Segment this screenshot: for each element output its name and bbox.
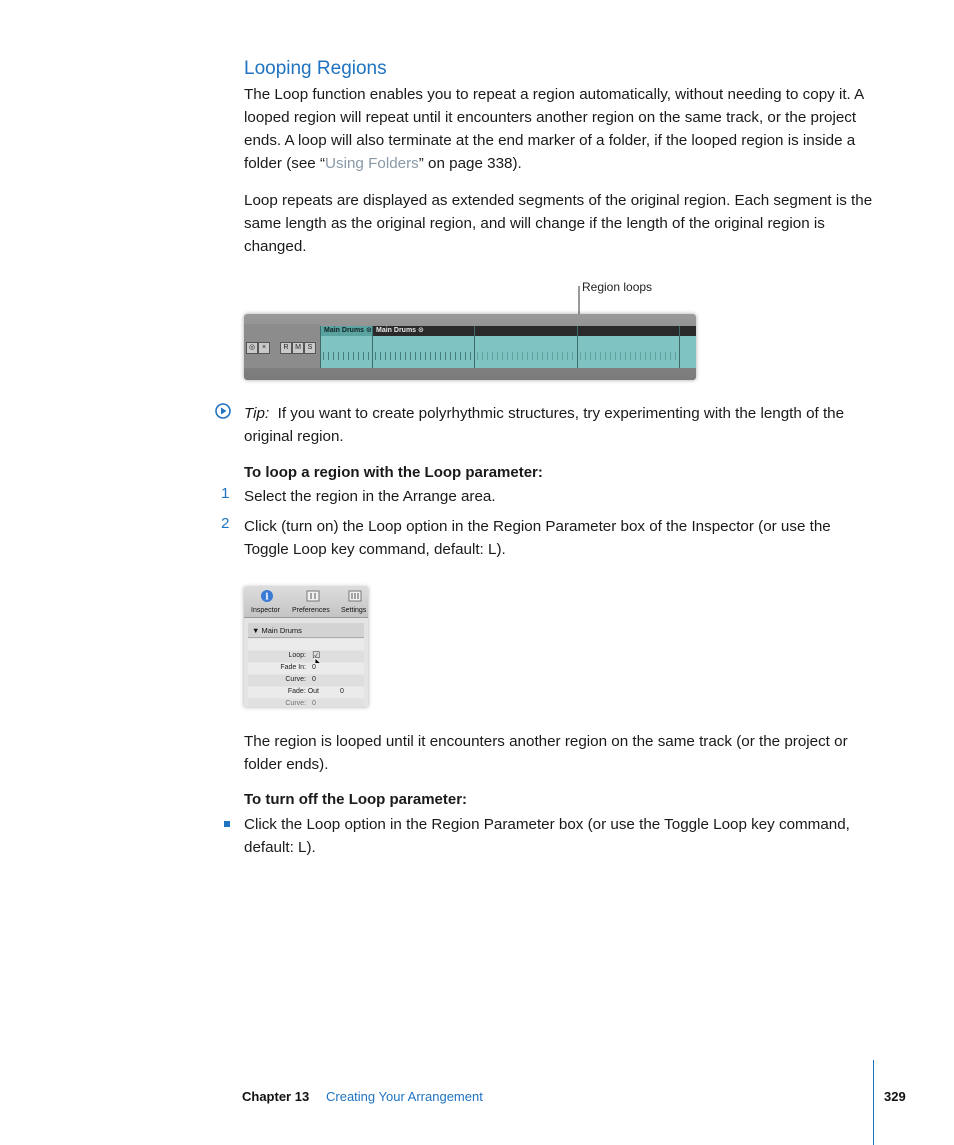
track-mute-button[interactable]: M (292, 342, 304, 354)
tip-arrow-icon (215, 403, 231, 419)
result-paragraph: The region is looped until it encounters another region on the same track (or the project or folder ends). (244, 733, 848, 773)
step-text: Click (turn on) the Loop option in the Region Parameter box of the Inspector (or use the Toggle Loop key command, default: L). (244, 518, 831, 558)
page-number: 329 (884, 1089, 906, 1104)
tab-preferences[interactable]: Preferences (292, 607, 330, 614)
loop-segment-name: Main Drums ⊙ (373, 326, 475, 336)
track-header (244, 324, 320, 368)
param-row-loop: Loop: ☑ (248, 651, 364, 662)
intro-text-before: The Loop function enables you to repeat a region automatically, without needing to copy it. A looped region will repeat until it encounters another region on the same track, or the project ends. A loop will also terminate at the end marker of a folder, if the looped region is inside a folder (see “ (244, 86, 864, 172)
region-loop-segment[interactable] (679, 326, 696, 368)
track-icon-button[interactable]: ◎ (246, 342, 258, 354)
track-freeze-button[interactable]: × (258, 342, 270, 354)
tab-inspector[interactable]: Inspector (251, 607, 280, 614)
loop-repeats-paragraph: Loop repeats are displayed as extended segments of the original region. Each segment is the same length as the original region, and will change if the length of the original region is changed. (244, 192, 873, 255)
track-record-button[interactable]: R (280, 342, 292, 354)
step-text: Select the region in the Arrange area. (244, 488, 496, 505)
intro-text-after: ” on page 338). (418, 155, 522, 172)
tip-text: If you want to create polyrhythmic structures, try experimenting with the length of the original region. (244, 405, 845, 445)
loop-waveform (477, 352, 576, 360)
region-parameter-header[interactable]: ▼ Main Drums (248, 623, 364, 638)
region-loop-segment[interactable] (474, 326, 578, 368)
param-row-curve: Curve: 0 (248, 699, 364, 707)
task-heading-turn-off: To turn off the Loop parameter: (244, 791, 468, 808)
region-loop-segment[interactable] (372, 326, 475, 368)
preferences-icon[interactable] (306, 590, 320, 602)
tip-label: Tip: (244, 405, 270, 422)
original-region-name: Main Drums ⊙ (321, 326, 373, 336)
loop-waveform (375, 352, 473, 360)
footer-chapter: Chapter 13 (242, 1089, 310, 1104)
footer-chapter-title-link[interactable]: Creating Your Arrangement (326, 1089, 483, 1104)
intro-paragraph (244, 83, 874, 175)
tip-paragraph (244, 402, 874, 448)
bullet-text: Click the Loop option in the Region Parameter box (or use the Toggle Loop key command, default: L). (244, 816, 850, 856)
loop-waveform (580, 352, 678, 360)
tab-settings[interactable]: Settings (341, 607, 367, 614)
track-solo-button[interactable]: S (304, 342, 316, 354)
inspector-toolbar (244, 587, 368, 618)
param-row-fade-out: Fade: Out 0 (248, 687, 364, 698)
loop-checkbox[interactable]: ☑ (312, 650, 321, 660)
original-region-waveform (323, 352, 371, 360)
settings-icon[interactable] (348, 590, 362, 602)
footer-divider (873, 1060, 874, 1145)
region-loops-callout: Region loops (582, 280, 653, 294)
info-icon[interactable] (260, 589, 274, 603)
step-number: 1 (221, 485, 230, 502)
task-heading-loop: To loop a region with the Loop parameter: (244, 464, 543, 481)
using-folders-link[interactable]: Using Folders (325, 155, 419, 172)
original-region[interactable] (320, 326, 373, 368)
step-number: 2 (221, 515, 230, 532)
param-row-curve: Curve: 0 (248, 675, 364, 686)
inspector-screenshot (244, 587, 368, 707)
section-title: Looping Regions (244, 58, 387, 79)
svg-text:i: i (265, 592, 269, 603)
bullet-square-icon (224, 821, 230, 827)
param-row-fade-in: Fade In: 0 (248, 663, 364, 674)
region-loop-badge-icon: ⊙ (366, 327, 372, 334)
arrange-area-screenshot (244, 314, 696, 380)
region-loop-segment[interactable] (577, 326, 680, 368)
